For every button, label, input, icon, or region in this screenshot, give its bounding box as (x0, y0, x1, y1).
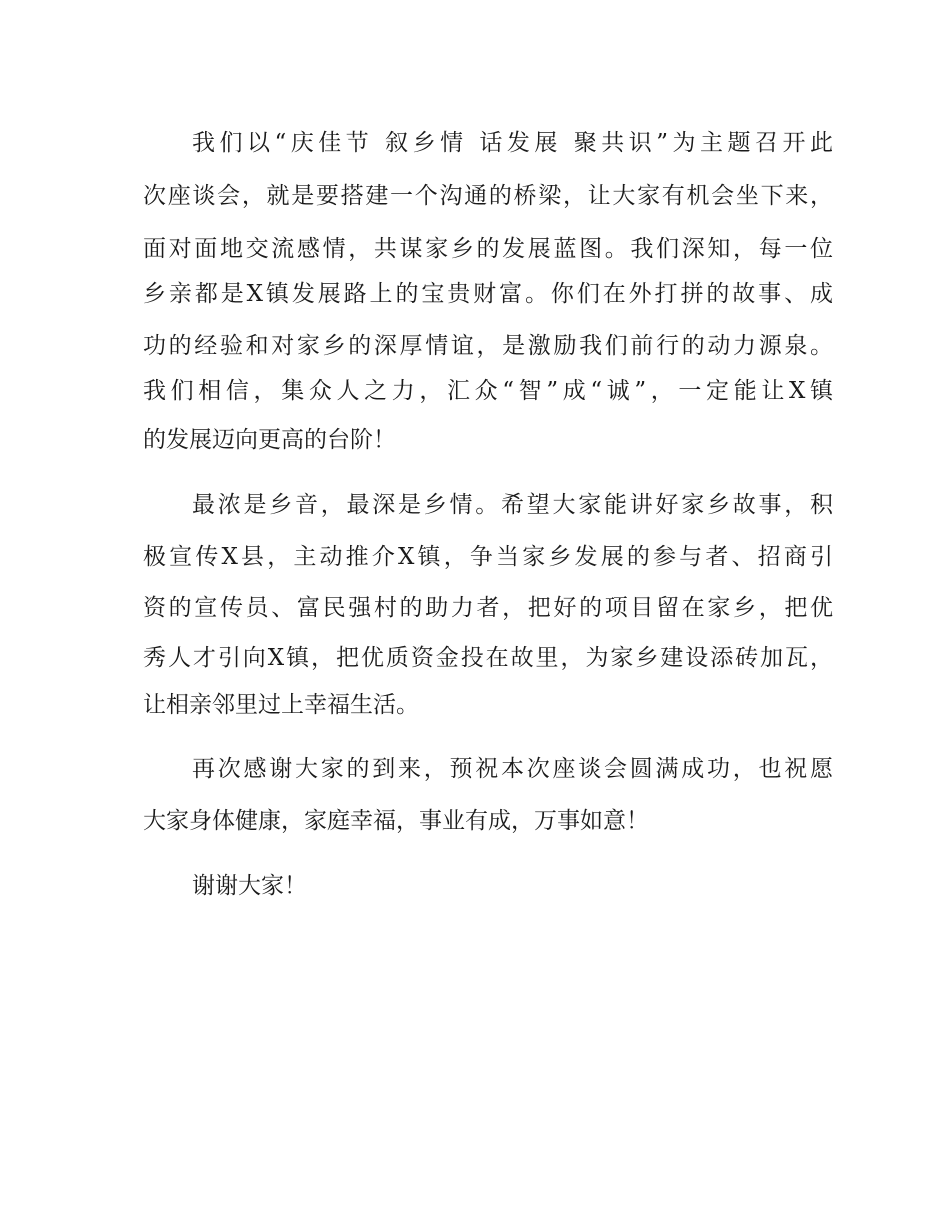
text-line: 我们相信，集众人之力，汇众“智”成“诚”，一定能让X镇 (143, 378, 833, 404)
text-line: 最浓是乡音，最深是乡情。希望大家能讲好家乡故事，积 (192, 492, 833, 518)
text-line: 让相亲邻里过上幸福生活。 (143, 692, 419, 718)
text-line: 资的宣传员、富民强村的助力者，把好的项目留在家乡，把优 (143, 595, 833, 621)
text-line: 功的经验和对家乡的深厚情谊，是激励我们前行的动力源泉。 (143, 333, 833, 359)
text-line: 的发展迈向更高的台阶！ (143, 427, 396, 453)
text-line: 乡亲都是X镇发展路上的宝贵财富。你们在外打拼的故事、成 (143, 281, 833, 307)
text-line: 秀人才引向X镇，把优质资金投在故里，为家乡建设添砖加瓦， (143, 645, 833, 671)
text-line: 我们以“庆佳节 叙乡情 话发展 聚共识”为主题召开此 (192, 130, 833, 156)
text-line: 极宣传X县，主动推介X镇，争当家乡发展的参与者、招商引 (143, 544, 833, 570)
text-line: 次座谈会，就是要搭建一个沟通的桥梁，让大家有机会坐下来， (143, 183, 833, 209)
text-line: 大家身体健康，家庭幸福，事业有成，万事如意！ (143, 808, 649, 834)
text-line: 面对面地交流感情，共谋家乡的发展蓝图。我们深知，每一位 (143, 236, 833, 262)
text-line: 再次感谢大家的到来，预祝本次座谈会圆满成功，也祝愿 (192, 756, 833, 782)
text-line: 谢谢大家！ (192, 873, 307, 899)
